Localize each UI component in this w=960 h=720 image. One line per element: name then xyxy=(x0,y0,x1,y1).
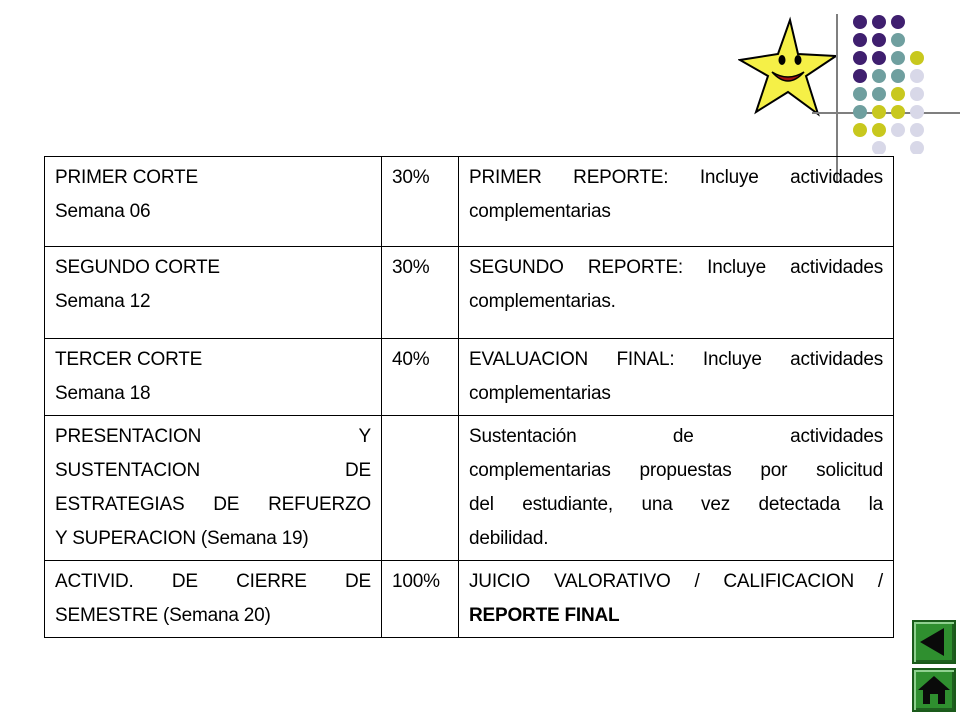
period-name-line: ESTRATEGIAS DE REFUERZO xyxy=(55,494,371,515)
period-name-cell xyxy=(45,247,382,339)
decor-dot xyxy=(872,51,886,65)
decor-dot xyxy=(872,69,886,83)
description-cell xyxy=(459,416,894,561)
period-name-line: Semana 06 xyxy=(55,201,151,222)
period-name-line: PRIMER CORTE xyxy=(55,167,198,188)
description-line: complementarias xyxy=(469,383,611,404)
decor-dot xyxy=(910,105,924,119)
home-button[interactable] xyxy=(912,668,956,712)
description-line: JUICIO VALORATIVO / CALIFICACION / xyxy=(469,571,883,592)
period-name-line: Semana 12 xyxy=(55,291,151,312)
period-name-line: PRESENTACION Y xyxy=(55,426,371,447)
period-name-cell xyxy=(45,157,382,247)
description-line: SEGUNDO REPORTE: Incluye actividades xyxy=(469,257,883,278)
decor-dot xyxy=(853,69,867,83)
decor-dot xyxy=(910,51,924,65)
decor-dot xyxy=(910,141,924,154)
evaluation-table xyxy=(44,156,894,638)
decor-dot xyxy=(872,123,886,137)
decor-dot xyxy=(853,87,867,101)
decor-dot xyxy=(872,141,886,154)
period-name-cell xyxy=(45,416,382,561)
decor-dot xyxy=(891,87,905,101)
decor-dot xyxy=(853,51,867,65)
home-icon xyxy=(914,670,954,710)
description-line: debilidad. xyxy=(469,528,549,549)
description-line: del estudiante, una vez detectada la xyxy=(469,494,883,515)
back-arrow-icon xyxy=(914,622,954,662)
description-line: complementarias propuestas por solicitud xyxy=(469,460,883,481)
decor-dot xyxy=(872,87,886,101)
table-row xyxy=(45,339,894,416)
smiling-star-icon xyxy=(738,16,838,118)
decor-dot xyxy=(853,105,867,119)
table-row xyxy=(45,561,894,638)
description-cell xyxy=(459,339,894,416)
decor-dot xyxy=(891,15,905,29)
description-cell xyxy=(459,157,894,247)
description-cell xyxy=(459,561,894,638)
percent-value: 100% xyxy=(392,571,440,592)
percent-value: 40% xyxy=(392,349,430,370)
decor-dot xyxy=(891,105,905,119)
percent-cell xyxy=(382,561,459,638)
percent-cell xyxy=(382,339,459,416)
decor-dot xyxy=(872,33,886,47)
description-line: EVALUACION FINAL: Incluye actividades xyxy=(469,349,883,370)
description-line: complementarias xyxy=(469,201,611,222)
decor-dot xyxy=(910,123,924,137)
period-name-line: SUSTENTACION DE xyxy=(55,460,371,481)
description-line: PRIMER REPORTE: Incluye actividades xyxy=(469,167,883,188)
decor-dot xyxy=(872,105,886,119)
description-line: Sustentación de actividades xyxy=(469,426,883,447)
decor-dot xyxy=(853,123,867,137)
description-bold-line: REPORTE FINAL xyxy=(469,605,620,626)
period-name-cell xyxy=(45,339,382,416)
decor-dot xyxy=(910,69,924,83)
period-name-line: ACTIVID. DE CIERRE DE xyxy=(55,571,371,592)
percent-value: 30% xyxy=(392,257,430,278)
decor-dot xyxy=(891,51,905,65)
percent-cell xyxy=(382,247,459,339)
decor-dot xyxy=(872,15,886,29)
percent-cell xyxy=(382,416,459,561)
period-name-line: Semana 18 xyxy=(55,383,151,404)
decor-dot xyxy=(891,69,905,83)
percent-value: 30% xyxy=(392,167,430,188)
decor-dot xyxy=(910,87,924,101)
period-name-line: Y SUPERACION (Semana 19) xyxy=(55,528,309,549)
period-name-line: TERCER CORTE xyxy=(55,349,203,370)
table-row xyxy=(45,157,894,247)
decor-dot-grid xyxy=(852,14,960,154)
percent-cell xyxy=(382,157,459,247)
period-name-cell xyxy=(45,561,382,638)
period-name-line: SEGUNDO CORTE xyxy=(55,257,220,278)
table-row xyxy=(45,416,894,561)
period-name-line: SEMESTRE (Semana 20) xyxy=(55,605,271,626)
decor-dot xyxy=(853,33,867,47)
description-cell xyxy=(459,247,894,339)
back-button[interactable] xyxy=(912,620,956,664)
decor-dot xyxy=(853,15,867,29)
table-row xyxy=(45,247,894,339)
description-line: complementarias. xyxy=(469,291,616,312)
decor-dot xyxy=(891,33,905,47)
decor-dot xyxy=(891,123,905,137)
